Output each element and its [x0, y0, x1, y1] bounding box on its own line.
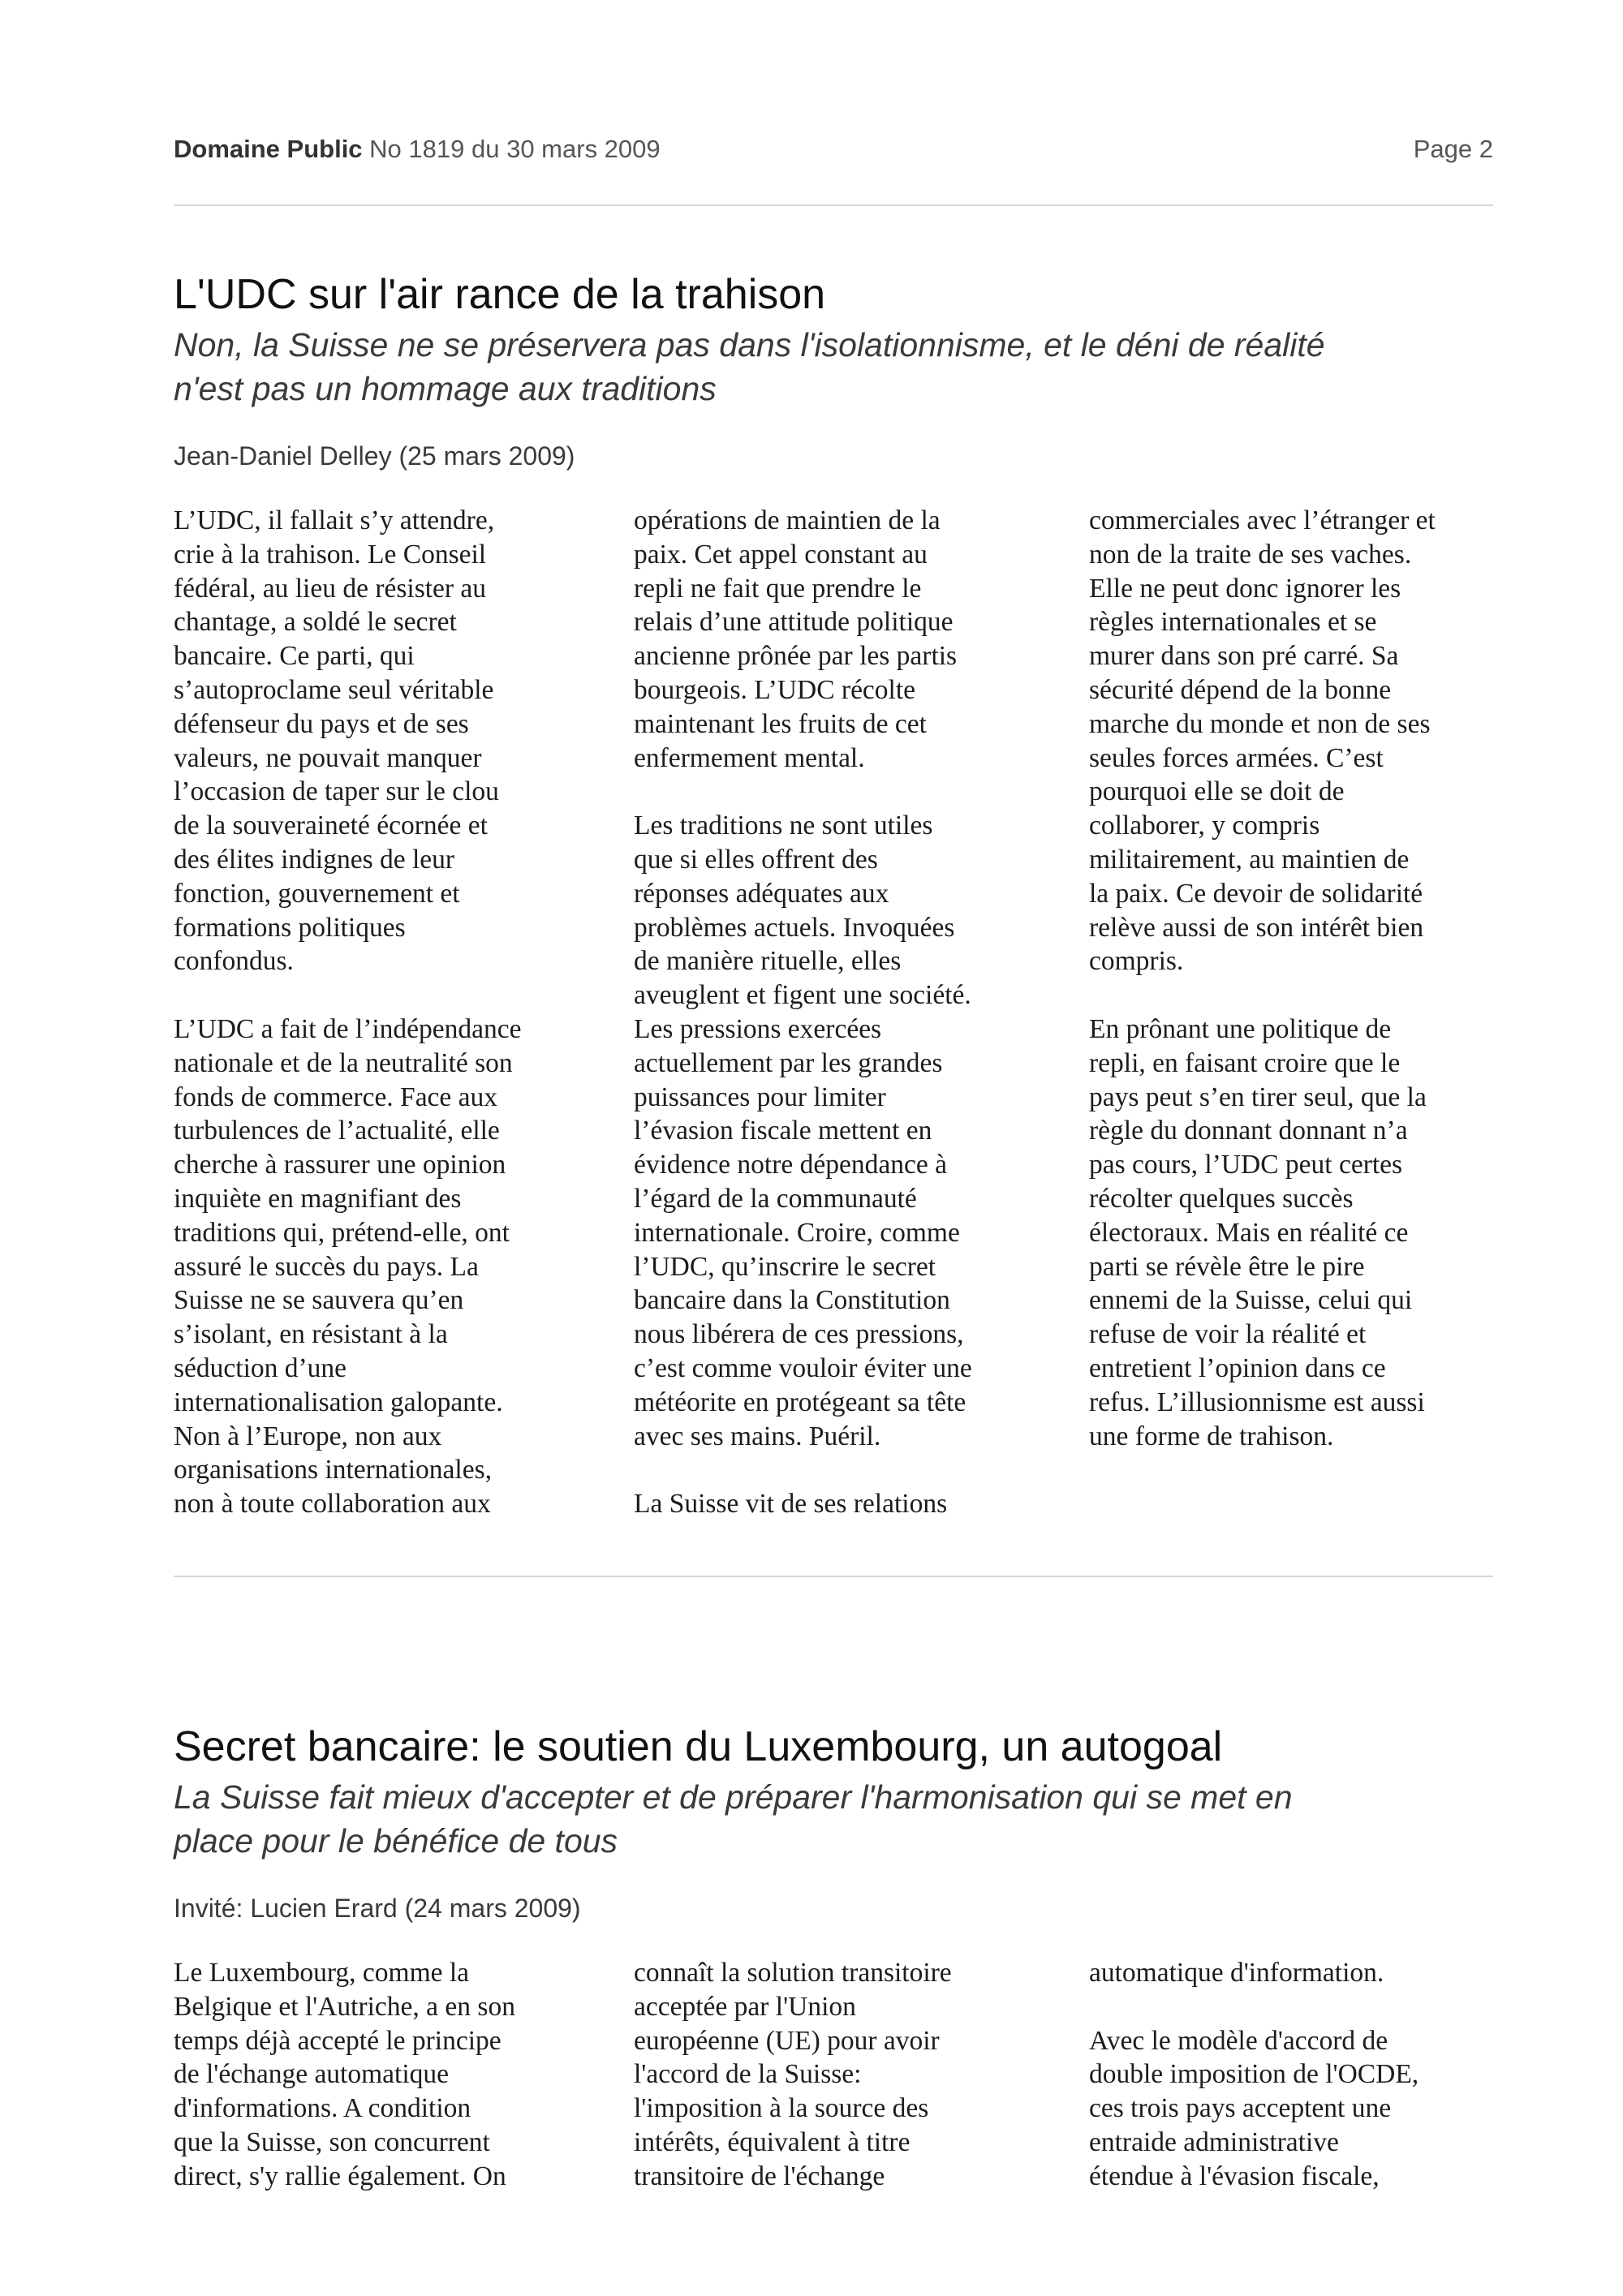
- paragraph: L’UDC, il fallait s’y attendre, crie à la trahison. Le Conseil fédéral, au lieu de résister au chantage, a soldé le secret bancaire. Ce parti, qui s’autoproclame seul véritable défenseur du pays et de ses valeurs, ne pouvait manquer l’occasion de taper sur le clou de la souveraineté écornée et des élites indignes de leur fonction, gouvernement et formations politiques confondus.: [174, 505, 499, 977]
- issue-info: No 1819 du 30 mars 2009: [369, 135, 661, 163]
- article-1-column-1: [174, 504, 604, 1521]
- article-2-byline: Invité: Lucien Erard (24 mars 2009): [174, 1894, 581, 1923]
- paragraph: Le Luxembourg, comme la Belgique et l'Autriche, a en son temps déjà accepté le principe de l'échange automatique d'informations. A condition que la Suisse, son concurrent direct, s'y rallie également. On: [174, 1958, 515, 2191]
- paragraph: Avec le modèle d'accord de double imposition de l'OCDE, ces trois pays acceptent une entraide administrative étendue à l'évasion fiscale,: [1089, 2025, 1419, 2191]
- paragraph: connaît la solution transitoire acceptée par l'Union européenne (UE) pour avoir l'accord de la Suisse: l'imposition à la source des intérêts, équivalent à titre transitoire de l'échange: [634, 1958, 952, 2191]
- publication-name: Domaine Public: [174, 135, 363, 163]
- article-1-byline: Jean-Daniel Delley (25 mars 2009): [174, 441, 575, 471]
- article-divider: [174, 1576, 1493, 1577]
- article-1-subtitle: Non, la Suisse ne se préservera pas dans l'isolationnisme, et le déni de réalité n'est pas un hommage aux traditions: [174, 326, 1325, 407]
- header-divider: [174, 204, 1493, 206]
- paragraph: opérations de maintien de la paix. Cet appel constant au repli ne fait que prendre le relais d’une attitude politique ancienne prônée par les partis bourgeois. L’UDC récolte maintenant les fruits de cet enfermement mental.: [634, 505, 958, 773]
- page-number: Page 2: [1413, 135, 1493, 163]
- paragraph: automatique d'information.: [1089, 1958, 1384, 1988]
- article-1-column-3: [1089, 504, 1519, 1453]
- paragraph: commerciales avec l’étranger et non de la traite de ses vaches. Elle ne peut donc ignorer les règles internationales et se murer dans son pré carré. Sa sécurité dépend de la bonne marche du monde et non de ses seules forces armées. C’est pourquoi elle se doit de collaborer, y compris militairement, au maintien de la paix. Ce devoir de solidarité relève aussi de son intérêt bien compris.: [1089, 505, 1436, 977]
- article-2-subtitle: La Suisse fait mieux d'accepter et de préparer l'harmonisation qui se met en place pour le bénéfice de tous: [174, 1778, 1293, 1860]
- paragraph: En prônant une politique de repli, en faisant croire que le pays peut s’en tirer seul, que la règle du donnant donnant n’a pas cours, l’UDC peut certes récolter quelques succès électoraux. Mais en réalité ce parti se révèle être le pire ennemi de la Suisse, celui qui refuse de voir la réalité et entretient l’opinion dans ce refus. L’illusionnisme est aussi une forme de trahison.: [1089, 1013, 1427, 1451]
- article-2-title: Secret bancaire: le soutien du Luxembourg, un autogoal: [174, 1723, 1223, 1770]
- paragraph: La Suisse vit de ses relations: [634, 1489, 948, 1520]
- article-1-column-2: [634, 504, 1064, 1521]
- article-1-title: L'UDC sur l'air rance de la trahison: [174, 271, 826, 318]
- paragraph: L’UDC a fait de l’indépendance nationale et de la neutralité son fonds de commerce. Face aux turbulences de l’actualité, elle cherche à rassurer une opinion inquiète en magnifiant des traditions qui, prétend-elle, ont assuré le succès du pays. La Suisse ne se sauvera qu’en s’isolant, en résistant à la séduction d’une internationalisation galopante. Non à l’Europe, non aux organisations internationales, non à toute collaboration aux: [174, 1013, 522, 1520]
- page-header: [174, 135, 1493, 170]
- article-2-column-3: [1089, 1956, 1519, 2194]
- article-2-column-2: [634, 1956, 1064, 2194]
- article-2-column-1: [174, 1956, 604, 2194]
- paragraph: Les traditions ne sont utiles que si elles offrent des réponses adéquates aux problèmes actuels. Invoquées de manière rituelle, elles aveuglent et figent une société. Les pressions exercées actuellement par les grandes puissances pour limiter l’évasion fiscale mettent en évidence notre dépendance à l’égard de la communauté internationale. Croire, comme l’UDC, qu’inscrire le secret bancaire dans la Constitution nous libérera de ces pressions, c’est comme vouloir éviter une météorite en protégeant sa tête avec ses mains. Puéril.: [634, 810, 972, 1451]
